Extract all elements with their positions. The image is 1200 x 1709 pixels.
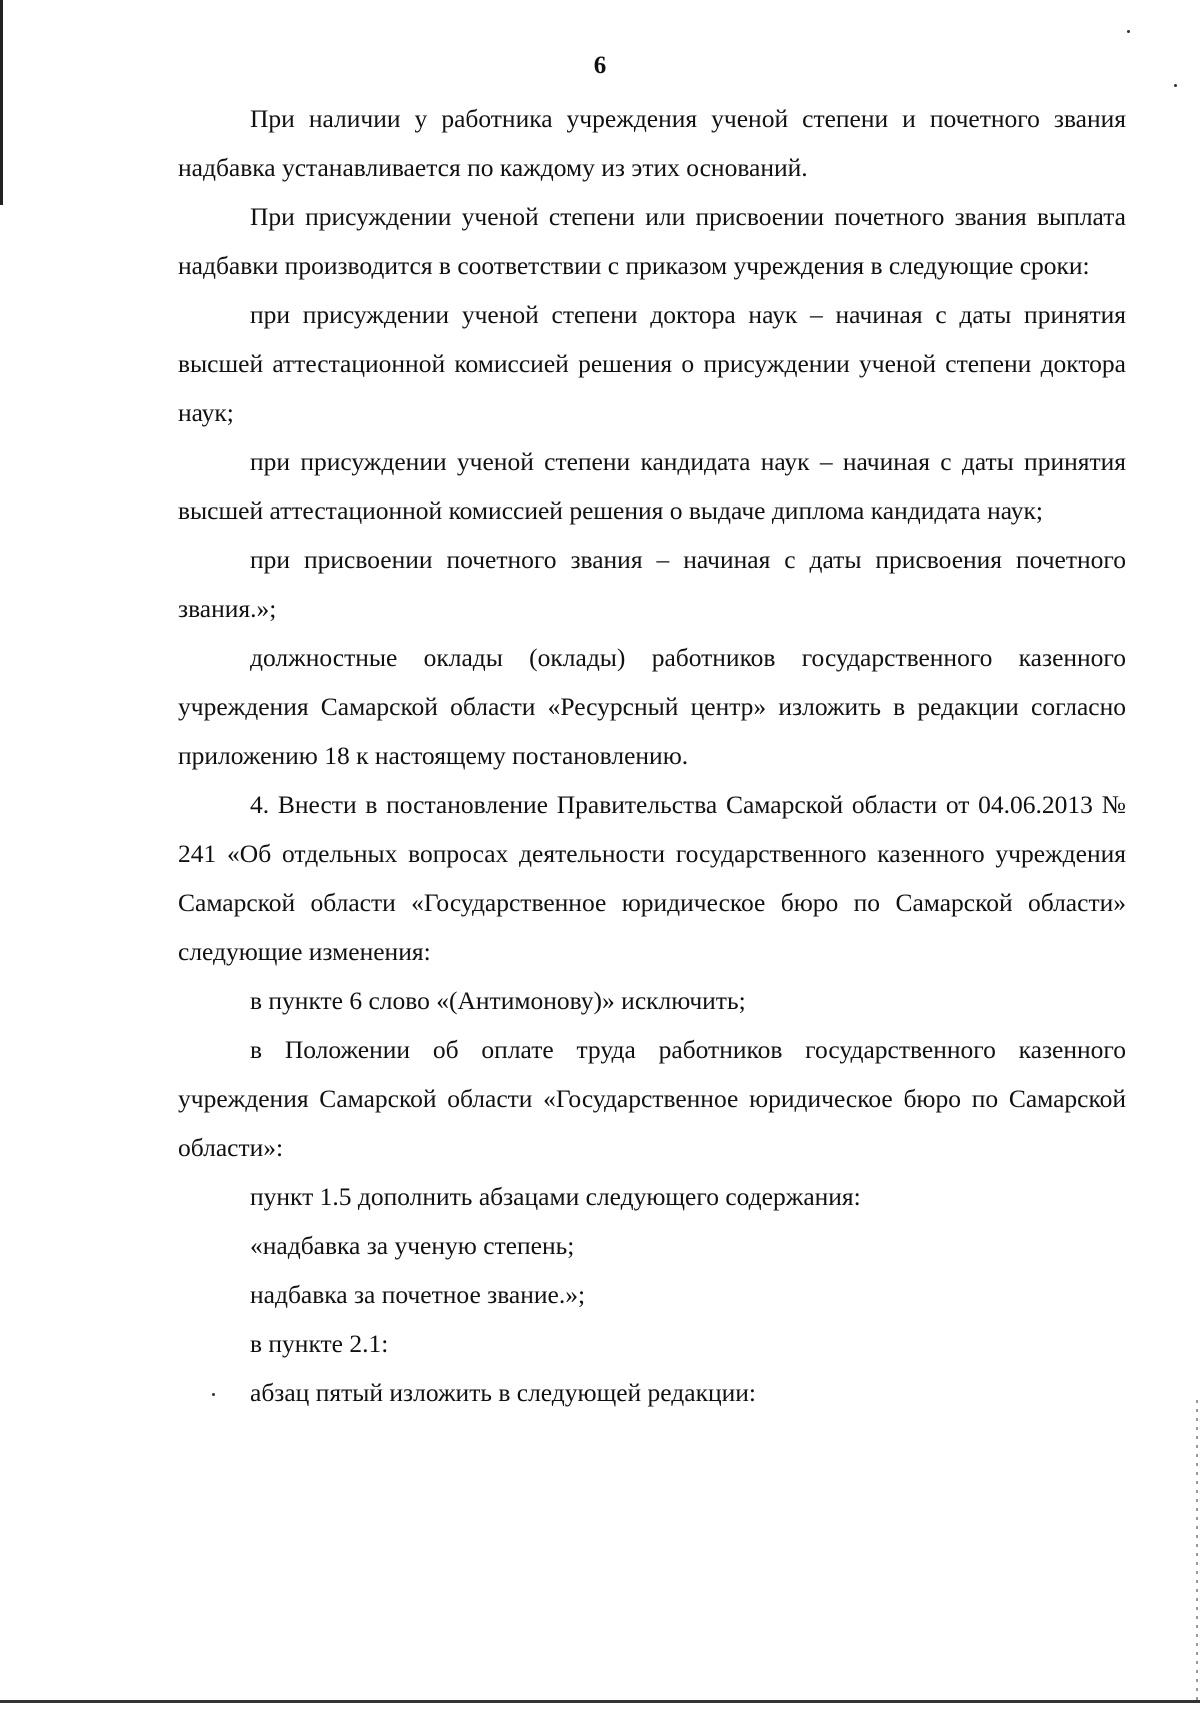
paragraph: При присуждении ученой степени или присвоении почетного звания выплата надбавки производится в соответствии с приказом учреждения в следующие сроки:: [178, 202, 1126, 280]
paragraph: в пункте 2.1:: [250, 1329, 389, 1358]
paragraph: надбавка за почетное звание.»;: [250, 1280, 586, 1309]
paragraph: в пункте 6 слово «(Антимонову)» исключить;: [250, 986, 746, 1015]
paragraph: пункт 1.5 дополнить абзацами следующего содержания:: [250, 1182, 861, 1211]
scan-speck: [1127, 30, 1130, 33]
paragraph: При наличии у работника учреждения ученой степени и почетного звания надбавка устанавливается по каждому из этих оснований.: [178, 104, 1126, 182]
document-body: [178, 94, 1126, 1417]
scan-bottom-edge: [0, 1700, 1200, 1703]
scan-left-edge: [0, 0, 3, 205]
paragraph: при присуждении ученой степени кандидата наук – начиная с даты принятия высшей аттестационной комиссией решения о выдаче диплома кандидата наук;: [178, 447, 1126, 525]
scan-speck: [1174, 84, 1177, 87]
paragraph: при присуждении ученой степени доктора наук – начиная с даты принятия высшей аттестационной комиссией решения о присуждении ученой степени доктора наук;: [178, 300, 1126, 427]
paragraph: 4. Внести в постановление Правительства Самарской области от 04.06.2013 № 241 «Об отдельных вопросах деятельности государственного казенного учреждения Самарской области «Государственное юридическое бюро по Самарской области» следующие изменения:: [178, 790, 1126, 966]
page-number: 6: [593, 52, 607, 79]
paragraph: должностные оклады (оклады) работников государственного казенного учреждения Самарской области «Ресурсный центр» изложить в редакции согласно приложению 18 к настоящему постановлению.: [178, 643, 1126, 770]
paragraph: абзац пятый изложить в следующей редакции:: [250, 1378, 756, 1407]
paragraph: при присвоении почетного звания – начиная с даты присвоения почетного звания.»;: [178, 545, 1126, 623]
scan-right-edge: [1196, 1400, 1198, 1700]
paragraph: «надбавка за ученую степень;: [250, 1231, 575, 1260]
paragraph: в Положении об оплате труда работников государственного казенного учреждения Самарской области «Государственное юридическое бюро по Самарской области»:: [178, 1035, 1126, 1162]
